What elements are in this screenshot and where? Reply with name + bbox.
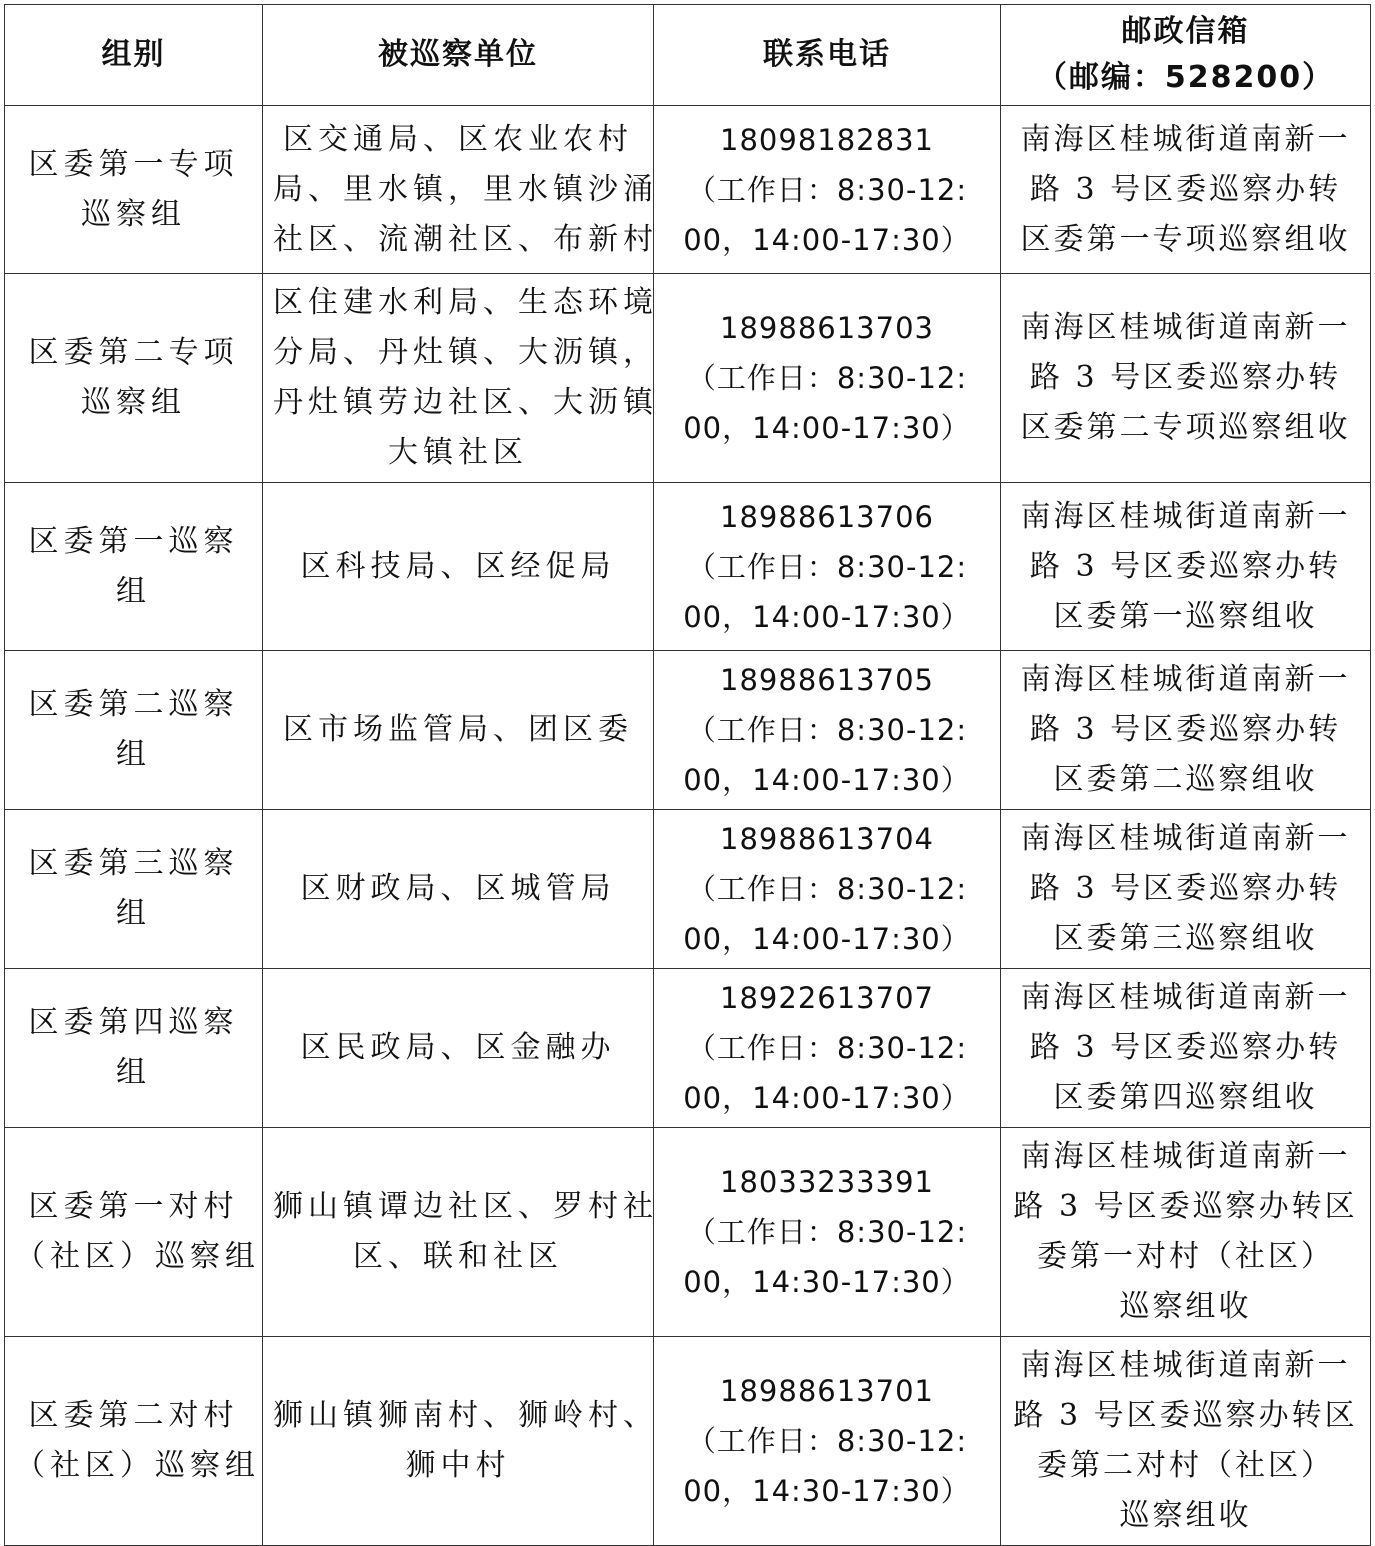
table-row — [5, 651, 1371, 810]
cell-phone-line: 18098182831 — [720, 122, 934, 157]
cell-phone — [654, 1337, 1001, 1546]
table-row — [5, 483, 1371, 651]
cell-group — [5, 1337, 263, 1546]
cell-phone-line: 00，14:00-17:30） — [683, 1081, 971, 1115]
cell-group — [5, 1128, 263, 1337]
cell-group-line: 区委第一专项 — [28, 146, 239, 182]
cell-mail-line: 南海区桂城街道南新一 — [1020, 310, 1351, 345]
cell-group — [5, 969, 263, 1128]
cell-unit-line: 区科技局、区经促局 — [300, 548, 616, 584]
cell-unit — [263, 483, 654, 651]
cell-group-line: （社区）巡察组 — [15, 1448, 260, 1483]
cell-unit-line: 大镇社区 — [388, 435, 528, 470]
cell-mail — [1001, 810, 1371, 969]
table-row — [5, 274, 1371, 483]
cell-group-line: 区委第二对村 — [28, 1398, 239, 1433]
header-mail-postcode: （邮编：528200） — [1036, 60, 1335, 95]
cell-phone — [654, 483, 1001, 651]
cell-mail-line: 区委第二专项巡察组收 — [1020, 410, 1351, 445]
cell-phone-line: 00，14:00-17:30） — [683, 222, 971, 257]
cell-phone-line: （工作日：8:30-12: — [686, 172, 968, 207]
cell-phone-line: 00，14:30-17:30） — [683, 1474, 971, 1508]
cell-mail-line: 委第二对村（社区） — [1037, 1448, 1334, 1483]
cell-mail-line: 南海区桂城街道南新一 — [1020, 1139, 1351, 1174]
cell-group-line: 巡察组 — [81, 196, 186, 232]
cell-mail-line: 南海区桂城街道南新一 — [1020, 662, 1351, 697]
cell-mail-line: 路 3 号区委巡察办转 — [1029, 171, 1342, 207]
cell-unit-line: 区民政局、区金融办 — [300, 1030, 616, 1065]
cell-mail-line: 路 3 号区委巡察办转 — [1029, 1030, 1342, 1065]
cell-phone-line: 18033233391 — [720, 1165, 934, 1199]
cell-phone-line: 18988613703 — [720, 311, 934, 345]
cell-unit-line: 区、联和社区 — [353, 1239, 563, 1274]
cell-group-line: 区委第一对村 — [28, 1189, 239, 1224]
header-mail-title: 邮政信箱 — [1121, 14, 1250, 49]
cell-mail-line: 南海区桂城街道南新一 — [1020, 980, 1351, 1015]
cell-group-line: 组 — [116, 896, 151, 931]
header-group: 组别 — [5, 5, 263, 106]
cell-phone — [654, 1128, 1001, 1337]
cell-unit-line: 区住建水利局、生态环境 — [273, 285, 658, 320]
cell-phone — [654, 969, 1001, 1128]
cell-mail-line: 南海区桂城街道南新一 — [1020, 498, 1351, 534]
cell-group-line: 区委第四巡察 — [28, 1005, 239, 1040]
cell-mail-line: 南海区桂城街道南新一 — [1020, 1348, 1351, 1383]
cell-unit-line: 区财政局、区城管局 — [300, 871, 616, 906]
cell-group — [5, 106, 263, 274]
header-row — [5, 5, 1371, 106]
cell-phone — [654, 106, 1001, 274]
cell-unit-line: 局、里水镇，里水镇沙涌 — [273, 171, 658, 207]
cell-phone-line: （工作日：8:30-12: — [686, 713, 968, 747]
cell-group-line: 区委第二专项 — [28, 335, 239, 370]
cell-group-line: 区委第二巡察 — [28, 687, 239, 722]
table-body — [5, 5, 1371, 1546]
cell-mail-line: 区委第一巡察组收 — [1053, 598, 1318, 634]
cell-mail-line: 区委第三巡察组收 — [1053, 921, 1318, 956]
cell-phone-line: 18988613706 — [720, 499, 934, 534]
cell-unit-line: 狮山镇谭边社区、罗村社 — [273, 1189, 658, 1224]
cell-unit — [263, 106, 658, 274]
cell-group-line: 区委第三巡察 — [28, 846, 239, 881]
cell-mail-line: 巡察组收 — [1119, 1289, 1252, 1324]
cell-phone-line: （工作日：8:30-12: — [686, 872, 968, 906]
cell-unit-line: 狮中村 — [405, 1448, 511, 1483]
cell-group-line: 组 — [116, 1055, 151, 1090]
cell-phone-line: （工作日：8:30-12: — [686, 1031, 968, 1065]
cell-phone — [654, 810, 1001, 969]
cell-unit — [263, 1337, 658, 1546]
cell-unit — [263, 1128, 658, 1337]
cell-mail-line: 委第一对村（社区） — [1037, 1239, 1334, 1274]
cell-mail — [1001, 274, 1371, 483]
cell-unit — [263, 810, 654, 969]
cell-mail-line: 巡察组收 — [1119, 1498, 1252, 1533]
cell-phone-line: （工作日：8:30-12: — [686, 1424, 968, 1458]
cell-mail-line: 路 3 号区委巡察办转 — [1029, 548, 1342, 584]
cell-group-line: 区委第一巡察 — [28, 523, 239, 559]
cell-phone-line: 18988613704 — [720, 822, 934, 856]
header-mail — [1001, 5, 1371, 106]
table-row — [5, 1337, 1371, 1546]
cell-mail-line: 区委第二巡察组收 — [1053, 762, 1318, 797]
cell-mail-line: 区委第四巡察组收 — [1053, 1080, 1318, 1115]
cell-mail-line: 路 3 号区委巡察办转 — [1029, 360, 1342, 395]
table-row — [5, 969, 1371, 1128]
cell-phone-line: （工作日：8:30-12: — [686, 361, 968, 395]
cell-mail-line: 路 3 号区委巡察办转 — [1029, 712, 1342, 747]
cell-mail — [1001, 483, 1371, 651]
cell-phone-line: 18988613701 — [720, 1374, 934, 1408]
cell-group-line: 组 — [116, 737, 151, 772]
cell-mail — [1001, 1128, 1371, 1337]
cell-mail — [1001, 651, 1371, 810]
cell-phone-line: （工作日：8:30-12: — [686, 1215, 968, 1249]
cell-group — [5, 651, 263, 810]
cell-phone-line: （工作日：8:30-12: — [686, 549, 968, 584]
cell-mail-line: 路 3 号区委巡察办转 — [1029, 871, 1342, 906]
cell-mail-line: 路 3 号区委巡察办转区 — [1013, 1398, 1358, 1433]
cell-phone-line: 00，14:00-17:30） — [683, 763, 971, 797]
cell-mail — [1001, 106, 1371, 274]
table-row — [5, 1128, 1371, 1337]
cell-group — [5, 810, 263, 969]
cell-mail — [1001, 1337, 1371, 1546]
cell-phone-line: 00，14:00-17:30） — [683, 599, 971, 634]
table-row — [5, 106, 1371, 274]
header-phone: 联系电话 — [654, 5, 1001, 106]
cell-group — [5, 483, 263, 651]
cell-mail-line: 区委第一专项巡察组收 — [1020, 221, 1351, 257]
cell-unit — [263, 969, 654, 1128]
table-row — [5, 810, 1371, 969]
cell-group-line: （社区）巡察组 — [15, 1239, 260, 1274]
cell-unit-line: 区交通局、区农业农村 — [283, 121, 633, 157]
cell-phone-line: 18922613707 — [720, 981, 934, 1015]
cell-phone-line: 00，14:00-17:30） — [683, 411, 971, 445]
cell-mail-line: 南海区桂城街道南新一 — [1020, 821, 1351, 856]
cell-unit-line: 丹灶镇劳边社区、大沥镇 — [273, 385, 658, 420]
inspection-contact-table — [4, 4, 1371, 1546]
cell-phone-line: 18988613705 — [720, 663, 934, 697]
cell-unit-line: 分局、丹灶镇、大沥镇， — [273, 335, 658, 370]
cell-mail-line: 路 3 号区委巡察办转区 — [1013, 1189, 1358, 1224]
cell-group-line: 组 — [116, 573, 151, 609]
cell-unit-line: 区市场监管局、团区委 — [283, 712, 633, 747]
cell-unit-line: 狮山镇狮南村、狮岭村、 — [273, 1398, 658, 1433]
cell-unit-line: 社区、流潮社区、布新村 — [273, 221, 658, 257]
cell-phone-line: 00，14:30-17:30） — [683, 1265, 971, 1299]
cell-unit — [263, 651, 654, 810]
header-unit: 被巡察单位 — [263, 5, 654, 106]
cell-phone — [654, 274, 1001, 483]
cell-phone — [654, 651, 1001, 810]
cell-group-line: 巡察组 — [81, 385, 186, 420]
cell-group — [5, 274, 263, 483]
cell-mail — [1001, 969, 1371, 1128]
cell-mail-line: 南海区桂城街道南新一 — [1020, 121, 1351, 157]
cell-phone-line: 00，14:00-17:30） — [683, 922, 971, 956]
cell-unit — [263, 274, 658, 483]
